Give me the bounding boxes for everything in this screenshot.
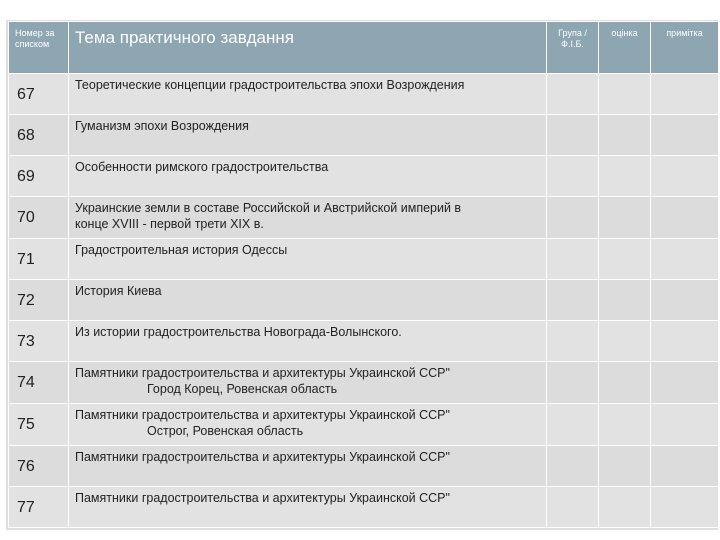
row-grade-cell[interactable] [599,156,651,197]
row-grade-cell[interactable] [599,74,651,115]
row-grade-cell[interactable] [599,115,651,156]
row-topic-line-2: Острог, Ровенская область [147,424,304,438]
row-note-cell[interactable] [651,280,719,321]
row-group-cell[interactable] [547,321,599,362]
row-topic-line: Гуманизм эпохи Возрождения [75,119,249,133]
row-number: 74 [9,362,69,404]
row-topic-line: Из истории градостроительства Новограда-Волынского. [75,325,402,339]
assignments-table [8,21,719,528]
row-note-cell[interactable] [651,446,719,487]
row-topic-line: Особенности римского градостроительства [75,160,329,174]
row-grade-cell[interactable] [599,197,651,239]
row-number: 73 [9,321,69,362]
row-grade-cell[interactable] [599,446,651,487]
table-row [9,280,719,321]
row-group-cell[interactable] [547,156,599,197]
row-group-cell[interactable] [547,197,599,239]
table-header-row [9,22,719,74]
row-topic-line-2: Город Корец, Ровенская область [147,382,338,396]
row-topic-line: Памятники градостроительства и архитектуры Украинской ССР" [75,450,450,464]
table-row [9,115,719,156]
row-topic [69,362,547,404]
row-topic [69,321,547,362]
row-number: 76 [9,446,69,487]
row-topic [69,239,547,280]
row-grade-cell[interactable] [599,321,651,362]
row-group-cell[interactable] [547,446,599,487]
table-row [9,156,719,197]
row-number: 70 [9,197,69,239]
row-number: 67 [9,74,69,115]
row-note-cell[interactable] [651,321,719,362]
row-group-cell[interactable] [547,404,599,446]
row-number: 75 [9,404,69,446]
row-grade-cell[interactable] [599,404,651,446]
header-group: Група / Ф.І.Б. [547,22,599,74]
row-topic [69,446,547,487]
row-number: 77 [9,487,69,528]
header-grade: оцінка [599,22,651,74]
row-grade-cell[interactable] [599,362,651,404]
row-topic [69,280,547,321]
row-topic-line: История Киева [75,284,162,298]
row-topic-line: Памятники градостроительства и архитектуры Украинской ССР" [75,491,450,505]
row-topic [69,115,547,156]
row-group-cell[interactable] [547,115,599,156]
row-note-cell[interactable] [651,156,719,197]
header-note: примітка [651,22,719,74]
table-row [9,239,719,280]
row-number: 71 [9,239,69,280]
table-row [9,74,719,115]
header-topic: Тема практичного завдання [69,22,547,74]
row-grade-cell[interactable] [599,239,651,280]
row-note-cell[interactable] [651,197,719,239]
table-row [9,404,719,446]
table-row [9,197,719,239]
row-topic [69,487,547,528]
row-group-cell[interactable] [547,74,599,115]
table-row [9,362,719,404]
row-topic [69,74,547,115]
row-group-cell[interactable] [547,280,599,321]
row-number: 69 [9,156,69,197]
row-note-cell[interactable] [651,404,719,446]
row-topic [69,197,547,239]
row-topic-line: Градостроительная история Одессы [75,243,288,257]
row-note-cell[interactable] [651,362,719,404]
header-number: Номер за списком [9,22,69,74]
row-number: 68 [9,115,69,156]
table-row [9,321,719,362]
row-topic-line: Памятники градостроительства и архитектуры Украинской ССР" [75,366,450,380]
row-topic [69,404,547,446]
row-grade-cell[interactable] [599,280,651,321]
row-group-cell[interactable] [547,362,599,404]
row-grade-cell[interactable] [599,487,651,528]
row-topic-line: Украинские земли в составе Российской и Австрийской империй в [75,201,462,215]
row-note-cell[interactable] [651,239,719,280]
row-topic-line: Памятники градостроительства и архитектуры Украинской ССР" [75,408,450,422]
row-topic [69,156,547,197]
table-row [9,446,719,487]
row-note-cell[interactable] [651,74,719,115]
row-topic-line: Теоретические концепции градостроительства эпохи Возрождения [75,78,465,92]
row-note-cell[interactable] [651,115,719,156]
row-group-cell[interactable] [547,239,599,280]
row-note-cell[interactable] [651,487,719,528]
table-row [9,487,719,528]
row-topic-line-2: конце XVIII - первой трети XIX в. [75,217,264,231]
row-number: 72 [9,280,69,321]
row-group-cell[interactable] [547,487,599,528]
